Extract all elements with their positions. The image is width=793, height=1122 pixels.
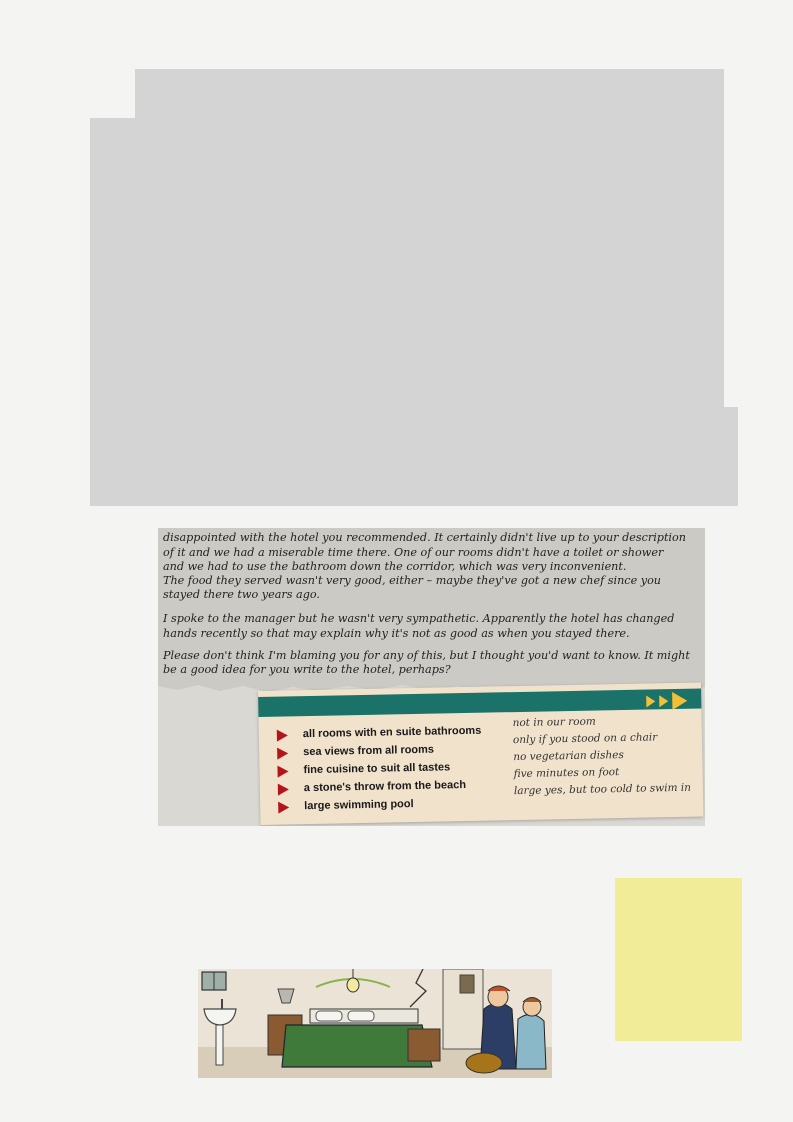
window-icon	[202, 972, 226, 990]
handwritten-note: not in our room	[512, 715, 596, 730]
letter-line: The food they served wasn't very good, either – maybe they've got a new chef since you	[163, 574, 662, 587]
advert-claim: all rooms with en suite bathrooms	[302, 724, 482, 741]
letter-line: I spoke to the manager but he wasn't very sympathetic. Apparently the hotel has changed	[163, 612, 675, 625]
handwritten-note: only if you stood on a chair	[512, 731, 658, 747]
door-icon	[443, 969, 483, 1049]
advert-claim: large swimming pool	[304, 798, 414, 813]
red-arrow-icon	[277, 729, 288, 741]
yellow-note-box	[615, 878, 742, 1041]
advert-claim: fine cuisine to suit all tastes	[303, 761, 451, 777]
letter-line: be a good idea for you write to the hotel, perhaps?	[163, 663, 451, 676]
handwritten-note: no vegetarian dishes	[513, 748, 624, 764]
hotel-advert-card	[258, 682, 703, 824]
handwritten-note: five minutes on foot	[513, 766, 620, 781]
red-arrow-icon	[277, 765, 288, 777]
advert-arrows-icon	[642, 690, 687, 709]
letter-line: and we had to use the bathroom down the corridor, which was very inconvenient.	[163, 560, 627, 573]
letter-scan-image	[158, 528, 705, 826]
bag-icon	[466, 1053, 502, 1073]
redacted-block-right	[90, 407, 738, 506]
advert-claim: sea views from all rooms	[303, 743, 435, 759]
advert-claim: a stone's throw from the beach	[303, 779, 467, 795]
letter-line: stayed there two years ago.	[163, 588, 320, 601]
red-arrow-icon	[278, 783, 289, 795]
hotel-room-cartoon	[198, 969, 552, 1078]
red-arrow-icon	[277, 747, 288, 759]
letter-line: disappointed with the hotel you recommended. It certainly didn't live up to your description	[163, 531, 686, 544]
letter-line: of it and we had a miserable time there. One of our rooms didn't have a toilet or shower	[163, 546, 664, 559]
letter-body	[158, 528, 705, 693]
red-arrow-icon	[278, 801, 289, 813]
advert-header-band	[258, 688, 701, 717]
letter-line: hands recently so that may explain why it's not as good as when you stayed there.	[163, 627, 630, 640]
handwritten-note: large yes, but too cold to swim in	[513, 781, 692, 798]
letter-line: Please don't think I'm blaming you for any of this, but I thought you'd want to know. It might	[163, 649, 690, 662]
